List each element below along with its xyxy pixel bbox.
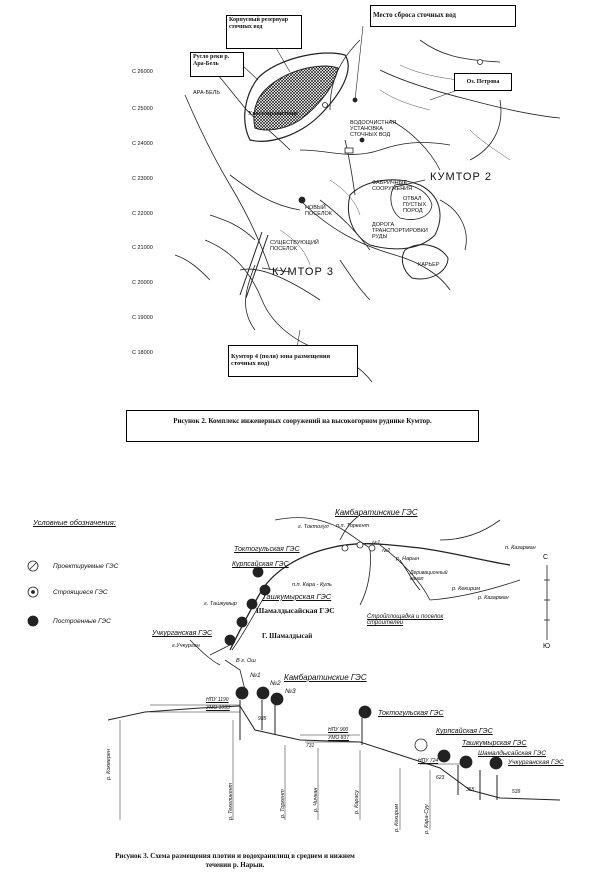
torkent-label: п.п. Торкент <box>336 523 370 529</box>
old-village-label: СУЩЕСТВУЮЩИЙ ПОСЕЛОК <box>270 240 319 252</box>
riverbed-box: Русло реки р. Ара-Бель <box>190 52 244 77</box>
naryn-map-label: р. Нарын <box>396 556 420 562</box>
profile-n1: №1 <box>250 672 261 679</box>
legend-item-under-construction: Строящиеся ГЭС <box>53 589 108 596</box>
profile-kurpsai: Курпсайская ГЭС <box>436 728 493 735</box>
profile-elev4: 355 <box>466 787 475 793</box>
road-label: ДОРОГА ТРАНСПОРТИРОВКИ РУДЫ <box>372 222 428 240</box>
n1-map-label: №1 <box>372 540 381 546</box>
legend-item-planned: Проектируемые ГЭС <box>53 563 119 570</box>
legend-title: Условные обозначения: <box>33 518 116 527</box>
tashkumyr-town-label: г. Ташкумыр <box>204 601 237 607</box>
tashkumyr-map-label: Ташкумырская ГЭС <box>262 592 332 601</box>
toktogul-town-label: г. Токтогул <box>298 524 329 530</box>
y-label: C 21000 <box>132 245 153 251</box>
profile-npu1: НПУ 1190 <box>206 697 229 703</box>
profile-n2: №2 <box>270 680 281 687</box>
new-village-label: НОВЫЙ ПОСЕЛОК <box>305 205 332 217</box>
profile-n3: №3 <box>285 688 296 695</box>
figure-2-caption: Рисунок 2. Комплекс инженерных сооружений на высокогорном руднике Кумтор. <box>126 410 479 442</box>
profile-umo2: УМО 837 <box>328 735 349 741</box>
petrov-box: Оз. Петрова <box>454 73 512 91</box>
profile-kambarata: Камбаратинские ГЭС <box>284 673 367 682</box>
factory-label: ФАБРИЧНЫЕ СООРУЖЕНИЯ <box>372 180 413 192</box>
profile-umo1: УМО 1093 <box>206 705 230 711</box>
kara-kul-label: п.п. Кара - Куль <box>292 582 332 588</box>
construction-label: Стройплощадка и поселок строителей <box>367 614 444 626</box>
profile-elev1: 935 <box>258 716 267 722</box>
quarry-label: КАРЬЕР <box>418 262 440 268</box>
profile-elev2: 731 <box>306 743 315 749</box>
profile-elev5: 539 <box>512 789 521 795</box>
compass-north: С <box>543 554 549 561</box>
kurpsai-map-label: Курпсайская ГЭС <box>232 561 289 568</box>
river-label: р. Торкент <box>280 789 286 818</box>
osh-label: В г. Ош <box>236 658 256 664</box>
figure-3-caption: Рисунок 3. Схема размещения плотин и водохранилищ в среднем и нижнем течении р. Нарын. <box>115 852 355 869</box>
river-label: р. Кекирим <box>394 804 400 832</box>
kumtor4-box: Кумтор 4 (поля) зона размещения сточных вод) <box>228 345 358 377</box>
kazarman-river-label: р. Казарман <box>478 595 509 601</box>
tailings-label: Хвостохранилище <box>248 111 298 117</box>
kambarata-map-label: Камбаратинские ГЭС <box>335 508 418 517</box>
y-label: C 19000 <box>132 315 153 321</box>
uchkurgan-town-label: г.Учкурган <box>172 643 200 649</box>
y-label: C 20000 <box>132 280 153 286</box>
outlet-box: Место сброса сточных вод <box>370 5 516 27</box>
kumtor3-label: КУМТОР 3 <box>272 266 334 278</box>
profile-npu3: НПУ 724 <box>418 758 439 764</box>
river-label: р. Текеликент <box>228 782 234 820</box>
profile-shamaldysai: Шамалдысайская ГЭС <box>478 750 547 757</box>
legend-item-built: Построенные ГЭС <box>53 618 111 625</box>
uchkurgan-map-label: Учкурганская ГЭС <box>152 630 213 637</box>
profile-npu2: НПУ 900 <box>328 727 349 733</box>
y-label: C 23000 <box>132 176 153 182</box>
compass-south: Ю <box>543 643 551 650</box>
y-label: C 25000 <box>132 106 153 112</box>
kazarman-town-label: п. Казарман <box>505 545 536 551</box>
dump-label: ОТВАЛ ПУСТЫХ ПОРОД <box>403 196 427 214</box>
y-label: C 24000 <box>132 141 153 147</box>
river-label: р. Чичкан <box>313 787 319 812</box>
river-label: р. Карасу <box>354 790 360 814</box>
river-label: р. Кара-Суу <box>424 804 430 834</box>
shamaldysai-map-label: Шамалдысайская ГЭС <box>256 606 335 615</box>
derivation-label: Деривационный канал <box>410 570 448 582</box>
toktogul-map-label: Токтогульская ГЭС <box>234 546 300 553</box>
y-label: C 22000 <box>132 211 153 217</box>
y-label: C 26000 <box>132 69 153 75</box>
kekirim-label: р. Кекирим <box>452 586 480 592</box>
profile-elev3: 623 <box>436 775 445 781</box>
kumtor2-label: КУМТОР 2 <box>430 171 492 183</box>
reservoir-box: Корпусный резервуар сточных вод <box>226 15 302 49</box>
n2-map-label: №2 <box>382 548 391 554</box>
shamaldysai-town-label: Г. Шамалдысай <box>262 632 313 640</box>
y-label: C 18000 <box>132 350 153 356</box>
profile-toktogul: Токтогульская ГЭС <box>378 710 444 717</box>
arabel-label: АРА-БЕЛЬ <box>193 90 220 96</box>
treatment-label: ВОДООЧИСТНАЯ УСТАНОВКА СТОЧНЫХ ВОД <box>350 120 397 138</box>
profile-tashkumyr: Ташкумырская ГЭС <box>462 740 527 747</box>
profile-uchkurgan: Учкурганская ГЭС <box>508 759 564 766</box>
river-label: р. Кокмерен <box>106 749 112 780</box>
